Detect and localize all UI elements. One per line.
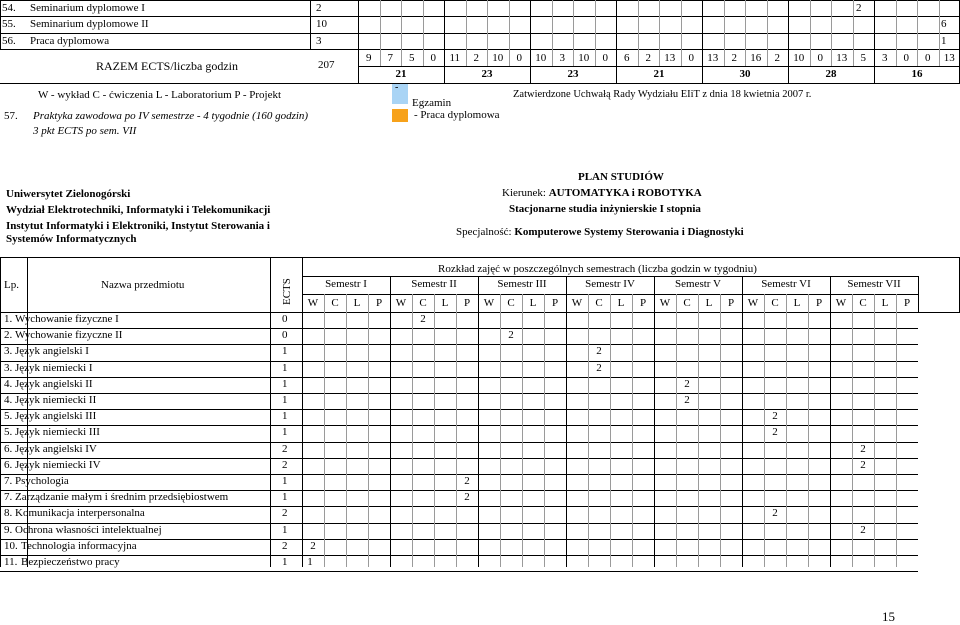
class-type-header: L bbox=[698, 297, 720, 309]
practice-note: Praktyka zawodowa po IV semestrze - 4 tygodnie (160 godzin) bbox=[33, 110, 308, 122]
subject-name: Język angielski II bbox=[15, 378, 93, 390]
hours-value: 2 bbox=[588, 345, 610, 357]
top-row-hours: 6 bbox=[941, 18, 947, 30]
row-number: 6. bbox=[4, 459, 12, 471]
summary-hours-value: 0 bbox=[896, 52, 918, 64]
semester-total-hours: 30 bbox=[702, 68, 788, 80]
summary-hours-value: 2 bbox=[724, 52, 746, 64]
class-type-header: W bbox=[830, 297, 852, 309]
top-row-name: Seminarium dyplomowe I bbox=[30, 2, 145, 14]
summary-label: RAZEM ECTS/liczba godzin bbox=[96, 59, 238, 74]
subject-ects: 1 bbox=[282, 362, 288, 374]
summary-hours-value: 0 bbox=[595, 52, 617, 64]
subject-name: Język niemiecki IV bbox=[15, 459, 101, 471]
hours-value: 2 bbox=[764, 410, 786, 422]
semester-total-hours: 21 bbox=[616, 68, 702, 80]
semester-header: Semestr VII bbox=[830, 278, 918, 290]
class-type-header: W bbox=[566, 297, 588, 309]
class-type-header: P bbox=[456, 297, 478, 309]
semester-total-hours: 28 bbox=[788, 68, 874, 80]
table-row bbox=[0, 312, 918, 328]
subject-ects: 0 bbox=[282, 313, 288, 325]
subject-name: Technologia informacyjna bbox=[21, 540, 137, 552]
top-row-num: 55. bbox=[2, 18, 16, 30]
semester-header: Semestr V bbox=[654, 278, 742, 290]
top-row-hours: 1 bbox=[941, 35, 947, 47]
class-type-header: C bbox=[324, 297, 346, 309]
subject-ects: 1 bbox=[282, 378, 288, 390]
subject-name: Wychowanie fizyczne I bbox=[15, 313, 119, 325]
subject-ects: 1 bbox=[282, 491, 288, 503]
subject-name: Język angielski I bbox=[15, 345, 89, 357]
summary-hours-value: 3 bbox=[552, 52, 574, 64]
row-number: 10. bbox=[4, 540, 18, 552]
subject-name: Język angielski III bbox=[15, 410, 96, 422]
hours-value: 2 bbox=[676, 378, 698, 390]
hours-value: 2 bbox=[676, 394, 698, 406]
summary-hours-value: 13 bbox=[831, 52, 853, 64]
top-row-ects: 2 bbox=[316, 2, 322, 14]
summary-hours-value: 10 bbox=[530, 52, 552, 64]
semester-total-hours: 23 bbox=[444, 68, 530, 80]
semester-header: Semestr IV bbox=[566, 278, 654, 290]
summary-hours-value: 2 bbox=[638, 52, 660, 64]
specialty-line bbox=[456, 226, 744, 238]
row-number: 4. bbox=[4, 378, 12, 390]
subject-ects: 1 bbox=[282, 524, 288, 536]
table-row bbox=[0, 425, 918, 441]
table-row bbox=[0, 409, 918, 425]
subject-name: Bezpieczeństwo pracy bbox=[21, 556, 120, 568]
subject-ects: 2 bbox=[282, 443, 288, 455]
table-row bbox=[0, 506, 918, 522]
class-type-header: L bbox=[874, 297, 896, 309]
table-row bbox=[0, 474, 918, 490]
table-row bbox=[0, 458, 918, 474]
table-row bbox=[0, 442, 918, 458]
subject-name: Wychowanie fizyczne II bbox=[15, 329, 122, 341]
summary-hours-value: 0 bbox=[917, 52, 939, 64]
row-number: 3. bbox=[4, 345, 12, 357]
summary-hours-value: 2 bbox=[767, 52, 789, 64]
class-type-header: L bbox=[610, 297, 632, 309]
summary-ects: 207 bbox=[318, 59, 335, 71]
top-row-ects: 3 bbox=[316, 35, 322, 47]
table-row bbox=[0, 377, 918, 393]
top-row-num: 54. bbox=[2, 2, 16, 14]
class-type-header: C bbox=[500, 297, 522, 309]
hours-value: 2 bbox=[852, 524, 874, 536]
faculty-name: Wydział Elektrotechniki, Informatyki i Telekomunikacji bbox=[6, 204, 270, 216]
table-row bbox=[0, 328, 918, 344]
subject-name: Zarządzanie małym i średnim przedsiębiostwem bbox=[15, 491, 228, 503]
semester-total-hours: 23 bbox=[530, 68, 616, 80]
summary-hours-value: 0 bbox=[681, 52, 703, 64]
semester-total-hours: 16 bbox=[874, 68, 960, 80]
summary-hours-value: 10 bbox=[788, 52, 810, 64]
column-lp: Lp. bbox=[4, 279, 19, 291]
column-subject-name: Nazwa przedmiotu bbox=[101, 279, 184, 291]
top-row-hours: 2 bbox=[856, 2, 862, 14]
top-row-name: Seminarium dyplomowe II bbox=[30, 18, 149, 30]
semester-header: Semestr I bbox=[302, 278, 390, 290]
column-ects-label: ECTS bbox=[281, 278, 293, 305]
subject-ects: 2 bbox=[282, 540, 288, 552]
class-type-header: C bbox=[412, 297, 434, 309]
grid-line bbox=[918, 276, 919, 312]
summary-hours-value: 9 bbox=[358, 52, 380, 64]
class-type-header: P bbox=[544, 297, 566, 309]
row-number: 5. bbox=[4, 426, 12, 438]
specialty-label: Specjalność: bbox=[456, 226, 514, 238]
hours-value: 2 bbox=[500, 329, 522, 341]
subject-ects: 1 bbox=[282, 394, 288, 406]
approval-note: Zatwierdzone Uchwałą Rady Wydziału EIiT z dnia 18 kwietnia 2007 r. bbox=[513, 89, 811, 100]
class-type-header: L bbox=[522, 297, 544, 309]
row-number: 7. bbox=[4, 491, 12, 503]
table-row bbox=[0, 393, 918, 409]
hours-value: 2 bbox=[764, 426, 786, 438]
class-type-header: W bbox=[478, 297, 500, 309]
class-type-header: W bbox=[302, 297, 324, 309]
subject-name: Język niemiecki II bbox=[15, 394, 96, 406]
exam-label: Egzamin bbox=[412, 97, 451, 109]
practice-ects-note: 3 pkt ECTS po sem. VII bbox=[33, 125, 136, 137]
study-mode: Stacjonarne studia inżynierskie I stopnia bbox=[509, 203, 701, 215]
class-type-header: C bbox=[764, 297, 786, 309]
summary-hours-value: 0 bbox=[423, 52, 445, 64]
semester-total-hours: 21 bbox=[358, 68, 444, 80]
top-row-ects: 10 bbox=[316, 18, 327, 30]
row-number: 5. bbox=[4, 410, 12, 422]
class-type-header: L bbox=[346, 297, 368, 309]
class-type-header: C bbox=[852, 297, 874, 309]
hours-value: 1 bbox=[302, 556, 318, 568]
hours-value: 2 bbox=[412, 313, 434, 325]
practice-number: 57. bbox=[4, 110, 18, 122]
institute-name: Instytut Informatyki i Elektroniki, Instytut Sterowania i Systemów Informatycznych bbox=[6, 220, 306, 246]
summary-hours-value: 13 bbox=[939, 52, 960, 64]
class-type-header: L bbox=[786, 297, 808, 309]
class-type-header: C bbox=[676, 297, 698, 309]
row-number: 4. bbox=[4, 394, 12, 406]
class-type-header: W bbox=[390, 297, 412, 309]
table-row bbox=[0, 361, 918, 377]
summary-hours-value: 7 bbox=[380, 52, 402, 64]
table-row bbox=[0, 555, 918, 571]
semester-header: Semestr VI bbox=[742, 278, 830, 290]
hours-value: 2 bbox=[852, 459, 874, 471]
class-type-header: P bbox=[896, 297, 918, 309]
summary-hours-value: 16 bbox=[745, 52, 767, 64]
hours-value: 2 bbox=[302, 540, 324, 552]
summary-hours-value: 13 bbox=[702, 52, 724, 64]
summary-hours-value: 10 bbox=[573, 52, 595, 64]
row-number: 9. bbox=[4, 524, 12, 536]
direction-label: Kierunek: bbox=[502, 187, 549, 199]
subject-ects: 1 bbox=[282, 345, 288, 357]
subject-ects: 1 bbox=[282, 556, 288, 568]
table-row bbox=[0, 344, 918, 360]
subject-ects: 1 bbox=[282, 426, 288, 438]
subject-ects: 1 bbox=[282, 410, 288, 422]
class-type-header: P bbox=[368, 297, 390, 309]
specialty-value: Komputerowe Systemy Sterowania i Diagnostyki bbox=[514, 226, 743, 238]
subject-name: Język niemiecki I bbox=[15, 362, 93, 374]
plan-title: PLAN STUDIÓW bbox=[578, 171, 664, 183]
table-row bbox=[0, 523, 918, 539]
column-ects bbox=[272, 260, 300, 310]
class-type-header: P bbox=[720, 297, 742, 309]
direction-line bbox=[502, 187, 702, 199]
row-number: 8. bbox=[4, 507, 12, 519]
hours-value: 2 bbox=[588, 362, 610, 374]
row-number: 6. bbox=[4, 443, 12, 455]
summary-hours-value: 10 bbox=[487, 52, 509, 64]
semester-header: Semestr II bbox=[390, 278, 478, 290]
summary-hours-value: 5 bbox=[853, 52, 875, 64]
summary-hours-value: 0 bbox=[810, 52, 832, 64]
thesis-color-swatch bbox=[392, 109, 408, 122]
subject-name: Język angielski IV bbox=[15, 443, 97, 455]
exam-dash: - bbox=[395, 82, 398, 93]
class-type-header: W bbox=[654, 297, 676, 309]
summary-hours-value: 6 bbox=[616, 52, 638, 64]
subject-ects: 0 bbox=[282, 329, 288, 341]
summary-hours-value: 11 bbox=[444, 52, 466, 64]
summary-hours-value: 2 bbox=[466, 52, 488, 64]
hours-value: 2 bbox=[852, 443, 874, 455]
row-number: 1. bbox=[4, 313, 12, 325]
table-row bbox=[0, 490, 918, 506]
hours-value: 2 bbox=[456, 491, 478, 503]
class-type-header: L bbox=[434, 297, 456, 309]
thesis-label: - Praca dyplomowa bbox=[414, 109, 500, 121]
hours-value: 2 bbox=[456, 475, 478, 487]
summary-hours-value: 0 bbox=[509, 52, 531, 64]
subject-name: Komunikacja interpersonalna bbox=[15, 507, 145, 519]
subject-name: Psychologia bbox=[15, 475, 69, 487]
subject-name: Język niemiecki III bbox=[15, 426, 100, 438]
row-number: 11. bbox=[4, 556, 17, 568]
top-row-num: 56. bbox=[2, 35, 16, 47]
table-row bbox=[0, 539, 918, 555]
class-type-header: P bbox=[808, 297, 830, 309]
subject-ects: 2 bbox=[282, 507, 288, 519]
legend-types: W - wykład C - ćwiczenia L - Laboratorium P - Projekt bbox=[38, 89, 281, 101]
summary-hours-value: 3 bbox=[874, 52, 896, 64]
page-number: 15 bbox=[882, 609, 895, 625]
class-type-header: P bbox=[632, 297, 654, 309]
subject-ects: 1 bbox=[282, 475, 288, 487]
class-type-header: C bbox=[588, 297, 610, 309]
row-number: 3. bbox=[4, 362, 12, 374]
row-number: 2. bbox=[4, 329, 12, 341]
row-number: 7. bbox=[4, 475, 12, 487]
schedule-title: Rozkład zajęć w poszczególnych semestrach (liczba godzin w tygodniu) bbox=[438, 263, 757, 275]
subject-ects: 2 bbox=[282, 459, 288, 471]
university-name: Uniwersytet Zielonogórski bbox=[6, 188, 130, 200]
top-row-name: Praca dyplomowa bbox=[30, 35, 109, 47]
direction-value: AUTOMATYKA i ROBOTYKA bbox=[549, 187, 702, 199]
subject-name: Ochrona własności intelektualnej bbox=[15, 524, 162, 536]
class-type-header: W bbox=[742, 297, 764, 309]
summary-hours-value: 5 bbox=[401, 52, 423, 64]
summary-hours-value: 13 bbox=[659, 52, 681, 64]
semester-header: Semestr III bbox=[478, 278, 566, 290]
hours-value: 2 bbox=[764, 507, 786, 519]
